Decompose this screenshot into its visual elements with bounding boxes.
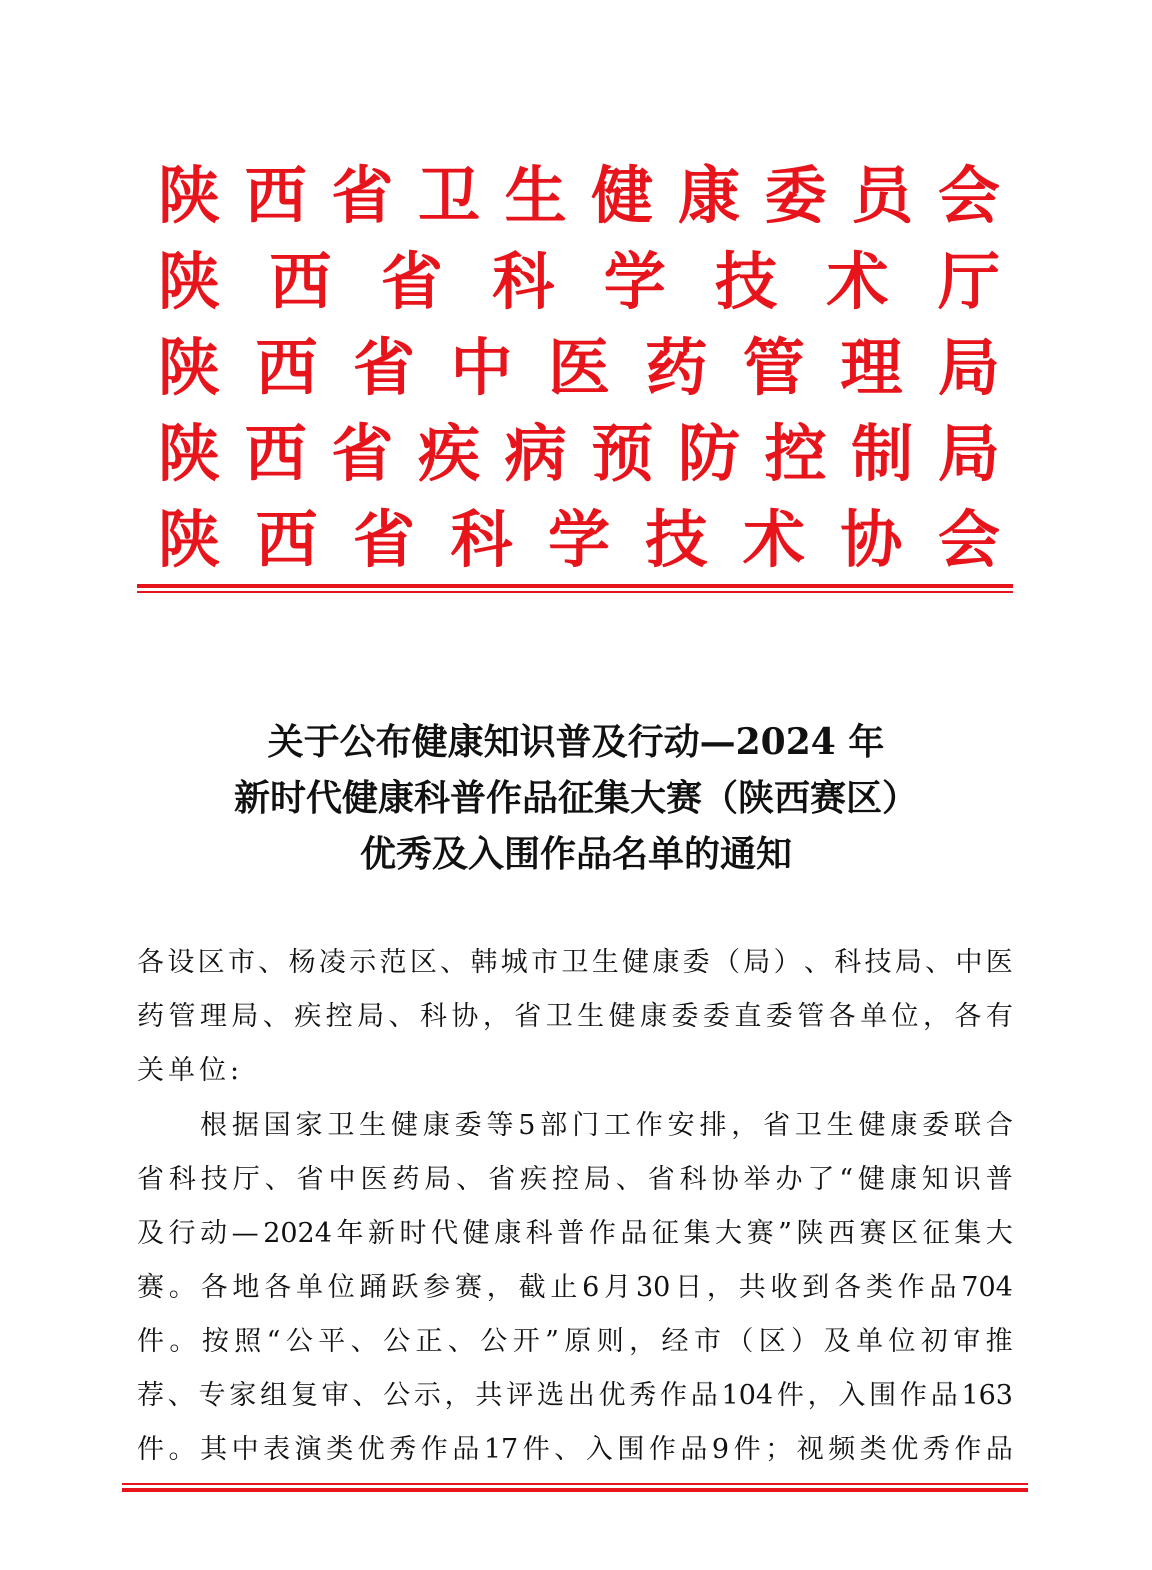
- body-line: 根 据 国 家 卫 生 健 康 委 等 5 部 门 工 作 安 排 ， 省 卫 生 健 康 委 联 合: [200, 1110, 1013, 1141]
- org-line-science-technology-dept: 陕 西 省 科 学 技 术 厅: [158, 245, 1000, 318]
- body-line: 赛 。 各 地 各 单 位 踊 跃 参 赛 ， 截 止 6 月 30 日 ， 共 收 到 各 类 作 品 704: [137, 1272, 1013, 1303]
- footer-divider-thick: [122, 1488, 1028, 1492]
- org-line-tcm-bureau: 陕 西 省 中 医 药 管 理 局: [158, 331, 1000, 404]
- org-line-science-association: 陕 西 省 科 学 技 术 协 会: [158, 503, 1000, 576]
- title-line: 优秀及入围作品名单的通知: [359, 833, 792, 875]
- body-line: 荐 、 专 家 组 复 审 、 公 示 ， 共 评 选 出 优 秀 作 品 104 件 ， 入 围 作 品 163: [137, 1380, 1013, 1411]
- org-line-disease-control-bureau: 陕 西 省 疾 病 预 防 控 制 局: [158, 417, 1000, 490]
- body-line: 省 科 技 厅 、 省 中 医 药 局 、 省 疾 控 局 、 省 科 协 举 办 了 “ 健 康 知 识 普: [137, 1164, 1013, 1195]
- body-line: 关单位:: [137, 1055, 244, 1086]
- body-line: 件 。 其 中 表 演 类 优 秀 作 品 17 件 、 入 围 作 品 9 件 ； 视 频 类 优 秀 作 品: [137, 1434, 1013, 1465]
- body-line: 及 行 动 — 2024 年 新 时 代 健 康 科 普 作 品 征 集 大 赛 ” 陕 西 赛 区 征 集 大: [137, 1218, 1013, 1249]
- body-line: 件 。 按 照 “ 公 平 、 公 正 、 公 开 ” 原 则 ， 经 市 （ 区 ） 及 单 位 初 审 推: [137, 1326, 1013, 1357]
- footer-divider-thin: [122, 1483, 1028, 1485]
- title-line: 关于公布健康知识普及行动—2024 年: [267, 721, 885, 763]
- body-line: 各 设 区 市 、 杨 凌 示 范 区 、 韩 城 市 卫 生 健 康 委 （ 局 ） 、 科 技 局 、 中 医: [137, 947, 1013, 978]
- header-divider-thin: [137, 591, 1013, 593]
- org-line-health-commission: 陕 西 省 卫 生 健 康 委 员 会: [158, 159, 1000, 232]
- title-line: 新时代健康科普作品征集大赛（陕西赛区）: [233, 777, 918, 819]
- body-line: 药 管 理 局 、 疾 控 局 、 科 协 ， 省 卫 生 健 康 委 委 直 委 管 各 单 位 ， 各 有: [137, 1001, 1013, 1032]
- header-divider-thick: [137, 584, 1013, 588]
